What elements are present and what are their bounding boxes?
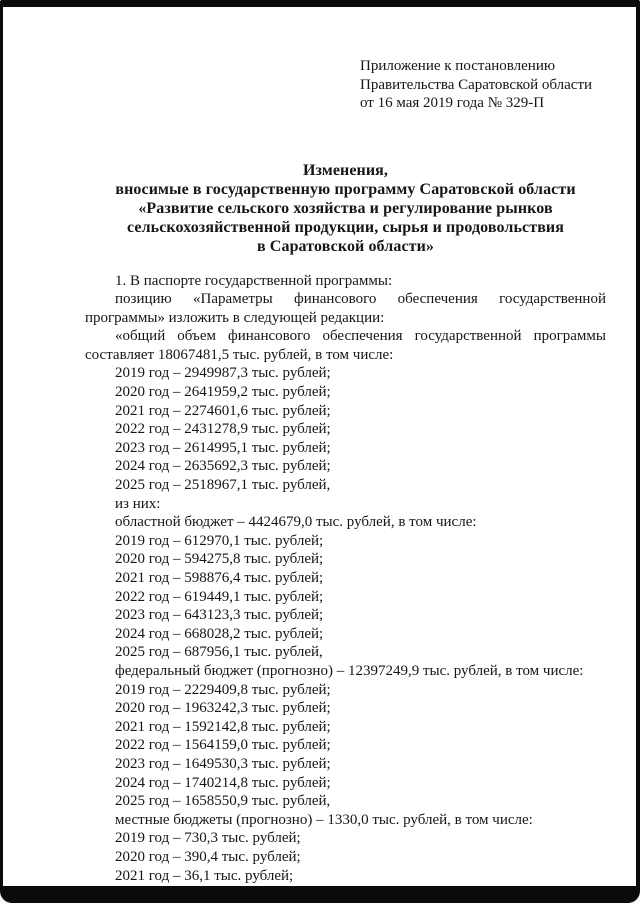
document-title-line: «Развитие сельского хозяйства и регулирование рынков xyxy=(138,199,553,217)
paragraph: 1. В паспорте государственной программы: xyxy=(115,272,393,289)
budget-line: 2022 год – 1564159,0 тыс. рублей; xyxy=(115,737,331,754)
budget-line: 2025 год – 2518967,1 тыс. рублей, xyxy=(115,477,331,494)
document-title xyxy=(85,161,606,256)
budget-line: 2019 год – 2229409,8 тыс. рублей; xyxy=(115,681,331,698)
paragraph: «общий объем финансового обеспечения государственной программы составляет 18067481,5 тыс. рублей, в том числе: xyxy=(85,328,606,363)
document-title-line: в Саратовской области» xyxy=(256,237,435,255)
budget-line: 2022 год – 2431278,9 тыс. рублей; xyxy=(115,421,331,438)
appendix-reference-line: Правительства Саратовской области xyxy=(360,76,593,93)
budget-line: 2023 год – 1649530,3 тыс. рублей; xyxy=(115,755,331,772)
document-content xyxy=(3,7,636,885)
paragraph: позицию «Параметры финансового обеспечения государственной программы» изложить в следующей редакции: xyxy=(85,291,606,326)
budget-section-line: местные бюджеты (прогнозно) – 1330,0 тыс. рублей, в том числе: xyxy=(115,811,533,828)
appendix-reference xyxy=(360,57,606,113)
budget-line: 2023 год – 2614995,1 тыс. рублей; xyxy=(115,439,331,456)
budget-line: 2025 год – 1658550,9 тыс. рублей, xyxy=(115,793,331,810)
budget-line: 2024 год – 668028,2 тыс. рублей; xyxy=(115,625,324,642)
budget-line: 2023 год – 643123,3 тыс. рублей; xyxy=(115,607,324,624)
budget-line: 2024 год – 1740214,8 тыс. рублей; xyxy=(115,774,331,791)
budget-line: 2021 год – 36,1 тыс. рублей; xyxy=(115,867,294,884)
budget-line: 2024 год – 2635692,3 тыс. рублей; xyxy=(115,458,331,475)
budget-line: 2025 год – 687956,1 тыс. рублей, xyxy=(115,644,323,661)
budget-line: 2021 год – 2274601,6 тыс. рублей; xyxy=(115,402,331,419)
budget-line: 2020 год – 594275,8 тыс. рублей; xyxy=(115,551,324,568)
budget-line: 2021 год – 1592142,8 тыс. рублей; xyxy=(115,718,331,735)
document-body xyxy=(85,272,606,886)
budget-line: 2019 год – 612970,1 тыс. рублей; xyxy=(115,532,324,549)
budget-line: 2021 год – 598876,4 тыс. рублей; xyxy=(115,570,324,586)
budget-section-line: областной бюджет – 4424679,0 тыс. рублей, в том числе: xyxy=(115,514,477,531)
document-title-line: Изменения, xyxy=(302,161,389,179)
budget-line: 2022 год – 619449,1 тыс. рублей; xyxy=(115,588,324,605)
budget-line: 2020 год – 390,4 тыс. рублей; xyxy=(115,848,301,865)
budget-line: 2019 год – 730,3 тыс. рублей; xyxy=(115,830,301,847)
budget-section-line: федеральный бюджет (прогнозно) – 12397249,9 тыс. рублей, в том числе: xyxy=(115,662,584,679)
appendix-reference-line: Приложение к постановлению xyxy=(360,58,556,74)
appendix-reference-line: от 16 мая 2019 года № 329-П xyxy=(360,95,545,111)
paragraph: из них: xyxy=(115,495,161,512)
document-title-line: вносимые в государственную программу Саратовской области xyxy=(115,180,576,198)
budget-line: 2019 год – 2949987,3 тыс. рублей; xyxy=(115,365,331,382)
document-title-line: сельскохозяйственной продукции, сырья и продовольствия xyxy=(126,218,565,236)
budget-line: 2020 год – 1963242,3 тыс. рублей; xyxy=(115,700,331,717)
budget-line: 2020 год – 2641959,2 тыс. рублей; xyxy=(115,384,331,401)
